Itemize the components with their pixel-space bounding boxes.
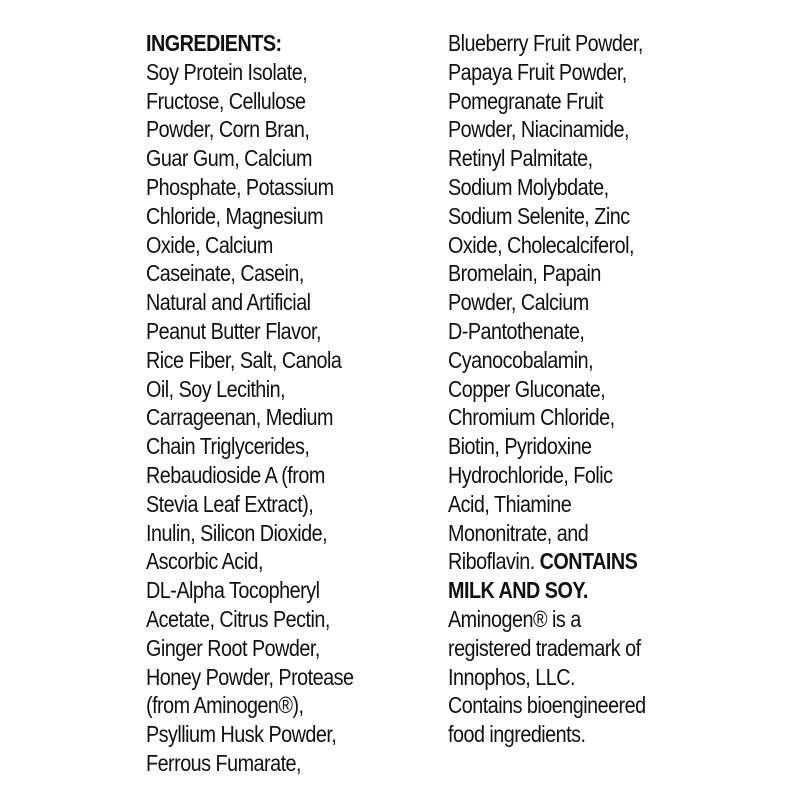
ingredient-line: Inulin, Silicon Dioxide, — [146, 519, 328, 546]
ingredient-line: Oxide, Cholecalciferol, — [448, 231, 635, 258]
ingredient-line: Retinyl Palmitate, — [448, 145, 593, 172]
ingredient-line: Bromelain, Papain — [448, 260, 601, 287]
ingredient-line: Rebaudioside A (from — [146, 461, 325, 488]
ingredient-line: Chromium Chloride, — [448, 404, 615, 431]
trademark-line: Innophos, LLC. — [448, 663, 575, 690]
ingredient-line: Ginger Root Powder, — [146, 634, 320, 661]
trademark-line: registered trademark of — [448, 634, 641, 661]
ingredient-line: Mononitrate, and — [448, 519, 589, 546]
ingredient-line: Chloride, Magnesium — [146, 202, 324, 229]
ingredients-left-column — [146, 29, 436, 778]
ingredient-line: Ferrous Fumarate, — [146, 749, 302, 776]
bioengineered-line: food ingredients. — [448, 721, 586, 748]
ingredient-line: Oxide, Calcium — [146, 231, 273, 258]
ingredient-line: Papaya Fruit Powder, — [448, 58, 627, 85]
ingredient-line: Powder, Calcium — [448, 289, 589, 316]
ingredient-line: Hydrochloride, Folic — [448, 461, 613, 488]
ingredient-line: Sodium Selenite, Zinc — [448, 202, 630, 229]
ingredient-line: Peanut Butter Flavor, — [146, 317, 321, 344]
ingredient-line: Acid, Thiamine — [448, 490, 572, 517]
ingredient-line: Blueberry Fruit Powder, — [448, 30, 643, 56]
ingredient-line: Guar Gum, Calcium — [146, 145, 312, 172]
ingredient-line: Powder, Niacinamide, — [448, 116, 629, 143]
ingredients-heading: INGREDIENTS: — [146, 30, 282, 56]
trademark-line: Aminogen® is a — [448, 605, 581, 632]
ingredient-line: Soy Protein Isolate, — [146, 58, 308, 85]
ingredient-line: Carrageenan, Medium — [146, 404, 334, 431]
ingredient-line: Natural and Artificial — [146, 289, 311, 316]
ingredient-line: Pomegranate Fruit — [448, 87, 604, 114]
ingredient-line: Sodium Molybdate, — [448, 173, 609, 200]
ingredient-line: Rice Fiber, Salt, Canola — [146, 346, 342, 373]
allergen-statement-end: MILK AND SOY. — [448, 577, 588, 604]
ingredient-line: Cyanocobalamin, — [448, 346, 594, 373]
ingredient-line: Oil, Soy Lecithin, — [146, 375, 286, 402]
ingredient-line: Powder, Corn Bran, — [146, 116, 310, 143]
ingredient-line: Ascorbic Acid, — [146, 548, 264, 575]
ingredient-line: DL-Alpha Tocopheryl — [146, 577, 320, 604]
ingredients-right-column — [448, 29, 748, 749]
ingredient-line: Psyllium Husk Powder, — [146, 721, 337, 748]
ingredient-line: Copper Gluconate, — [448, 375, 606, 402]
ingredient-line: Phosphate, Potassium — [146, 173, 334, 200]
ingredient-line: Biotin, Pyridoxine — [448, 433, 592, 460]
riboflavin-text: Riboflavin. — [448, 548, 540, 575]
ingredient-line: Fructose, Cellulose — [146, 87, 306, 114]
bioengineered-line: Contains bioengineered — [448, 692, 646, 719]
ingredient-line: Acetate, Citrus Pectin, — [146, 605, 330, 632]
ingredient-line: Honey Powder, Protease — [146, 663, 354, 690]
allergen-statement-start: CONTAINS — [539, 548, 638, 575]
ingredient-line: D-Pantothenate, — [448, 317, 585, 344]
ingredient-line: Chain Triglycerides, — [146, 433, 310, 460]
ingredient-line: Caseinate, Casein, — [146, 260, 304, 287]
ingredient-line: (from Aminogen®), — [146, 692, 304, 719]
riboflavin-allergen-line — [448, 547, 706, 576]
ingredient-line: Stevia Leaf Extract), — [146, 490, 314, 517]
